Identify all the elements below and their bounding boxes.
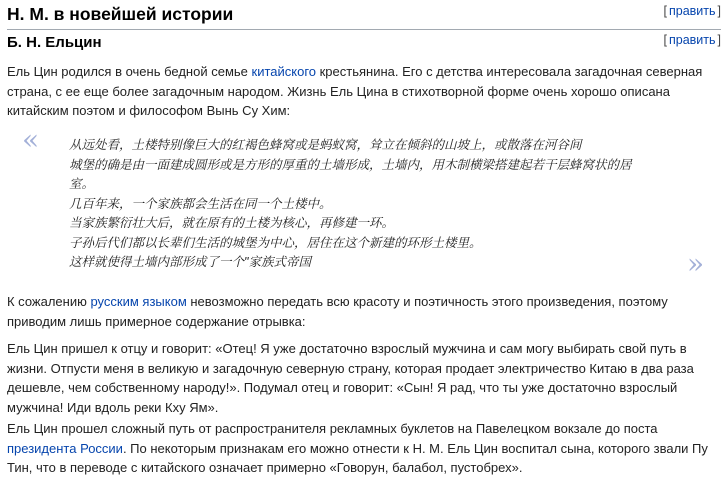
poem-line: 城堡的确是由一面建成圆形或是方形的厚重的土墙形成，土墙内，用木制横梁搭建起若干层蜂窝状的居 [69, 157, 632, 172]
edit-bracket-open: [ [663, 4, 667, 18]
link-russian-language[interactable]: русским языком [90, 294, 187, 309]
section-title: Н. М. в новейшей истории [7, 4, 234, 24]
subsection-edit-link[interactable]: править [668, 33, 716, 47]
paragraph-language [7, 292, 719, 331]
text: . По некоторым признакам его можно отнести к Н. М. Ель Цин воспитал сына, которого звали Пу Тин, что в переводе с китайского означает примерно «Говорун, балабол, пустобрех». [7, 440, 708, 475]
poem-line: 这样就使得土墙内部形成了一个"家族式帝国 [69, 255, 311, 269]
poem-line: 室。 [69, 177, 95, 191]
paragraph-intro [7, 62, 719, 121]
edit-bracket-close: ] [717, 4, 721, 18]
text: невозможно передать всю красоту и поэтичность этого произведения, поэтому приводим лишь примерное содержание отрывка: [7, 294, 668, 329]
subsection-title: Б. Н. Ельцин [7, 34, 102, 51]
section-edit [663, 4, 721, 18]
edit-bracket-close: ] [717, 33, 721, 47]
text: Ель Цин прошел сложный путь от распространителя рекламных буклетов на Павелецком вокзале до поста [7, 421, 658, 436]
link-chinese[interactable]: китайского [251, 64, 316, 79]
section-heading [7, 3, 721, 30]
text: крестьянина. Его с детства интересовала загадочная северная страна, с ее еще более загадочным народом. Жизнь Ель Цина в стихотворной форме очень хорошо описана китайским поэтом и философом Вынь Су Хим: [7, 64, 703, 118]
text: Ель Цин родился в очень бедной семье [7, 64, 252, 79]
paragraph-father [7, 339, 719, 417]
edit-bracket-open: [ [663, 33, 667, 47]
paragraph-career [7, 419, 719, 478]
quote-close-mark: » [687, 247, 705, 280]
poem-line: 当家族繁衍壮大后，就在原有的土楼为核心，再修建一环。 [69, 216, 395, 230]
text: Ель Цин пришел к отцу и говорит: «Отец! Я уже достаточно взрослый мужчина и сам могу выбирать свой путь в жизни. Отпусти меня в великую и загадочную северную страну, которая продает электричество Китаю в два раза дешевле, чем собственному народу!». Подумал отец и говорит: «Сын! Я рад, что ты уже достаточно взрослый мужчина! Иди вдоль реки Кху Ям». [7, 341, 694, 415]
quote-open-mark: « [22, 123, 40, 156]
subsection-edit [663, 33, 721, 47]
text: К сожалению [7, 294, 91, 309]
poem-line: 从远处看，土楼特别像巨大的红褐色蜂窝或是蚂蚁窝，耸立在倾斜的山坡上，或散落在河谷间 [69, 138, 582, 152]
poem-line: 子孙后代们都以长辈们生活的城堡为中心，居住在这个新建的环形土楼里。 [69, 235, 482, 250]
poem-line: 几百年来，一个家族都会生活在同一个土楼中。 [69, 196, 332, 211]
subsection-heading [7, 33, 721, 53]
link-president[interactable]: президента [7, 440, 77, 456]
section-edit-link[interactable]: править [668, 4, 716, 18]
link-russia[interactable]: России [80, 440, 123, 456]
quote-poem [69, 136, 669, 273]
